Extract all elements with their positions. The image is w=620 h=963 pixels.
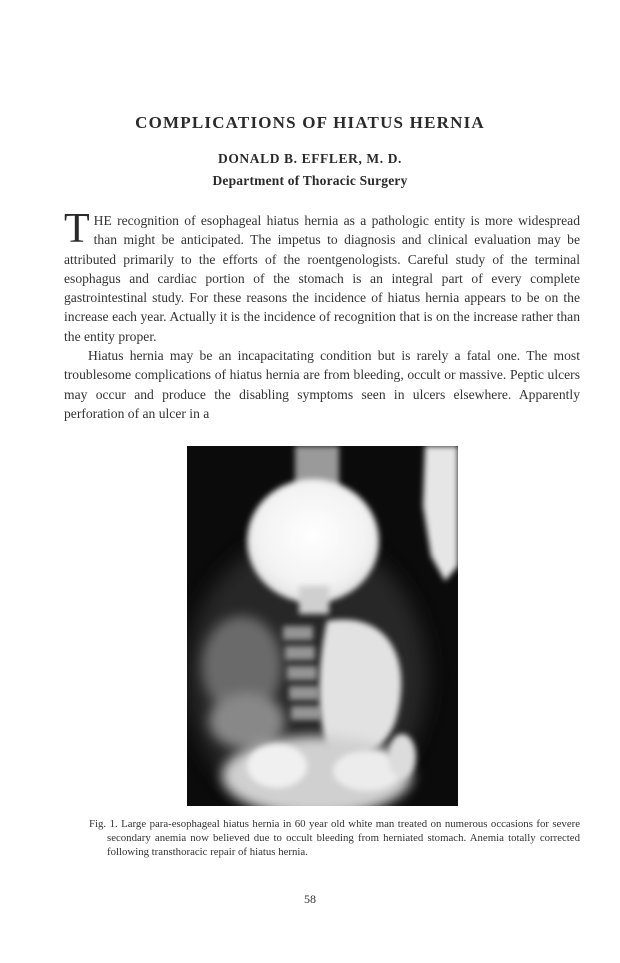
- figure-caption: Fig. 1. Large para-esophageal hiatus hernia in 60 year old white man treated on numerous occasions for severe secondary anemia now believed due to occult bleeding from herniated stomach. Anemia totally corrected following transthoracic repair of hiatus hernia.: [89, 818, 580, 858]
- xray-image: [187, 446, 458, 806]
- paragraph-1-text: HE recognition of esophageal hiatus hernia as a pathologic entity is more widespread than might be anticipated. The impetus to diagnosis and clinical evaluation may be attributed primarily to the efforts of the roentgenologists. Careful study of the terminal esophagus and cardiac portion of the stomach is an integral part of every complete gastrointestinal study. For these reasons the incidence of hiatus hernia appears to be on the increase each year. Actually it is the incidence of recognition that is on the increase rather than the entity proper.: [64, 213, 580, 344]
- drop-cap: T: [64, 206, 90, 252]
- page-number: 58: [304, 892, 316, 906]
- xray-figure: [187, 446, 458, 806]
- article-body: [64, 206, 580, 423]
- body-paragraph-2: Hiatus hernia may be an incapacitating condition but is rarely a fatal one. The most troublesome complications of hiatus hernia are from bleeding, occult or massive. Peptic ulcers may occur and produce the disabling symptoms seen in ulcers elsewhere. Apparently perforation of an ulcer in a: [64, 348, 580, 421]
- author-department: Department of Thoracic Surgery: [212, 173, 408, 188]
- author-name: DONALD B. EFFLER, M. D.: [217, 151, 403, 166]
- body-paragraph-1: [64, 206, 580, 346]
- article-title: COMPLICATIONS OF HIATUS HERNIA: [135, 113, 485, 132]
